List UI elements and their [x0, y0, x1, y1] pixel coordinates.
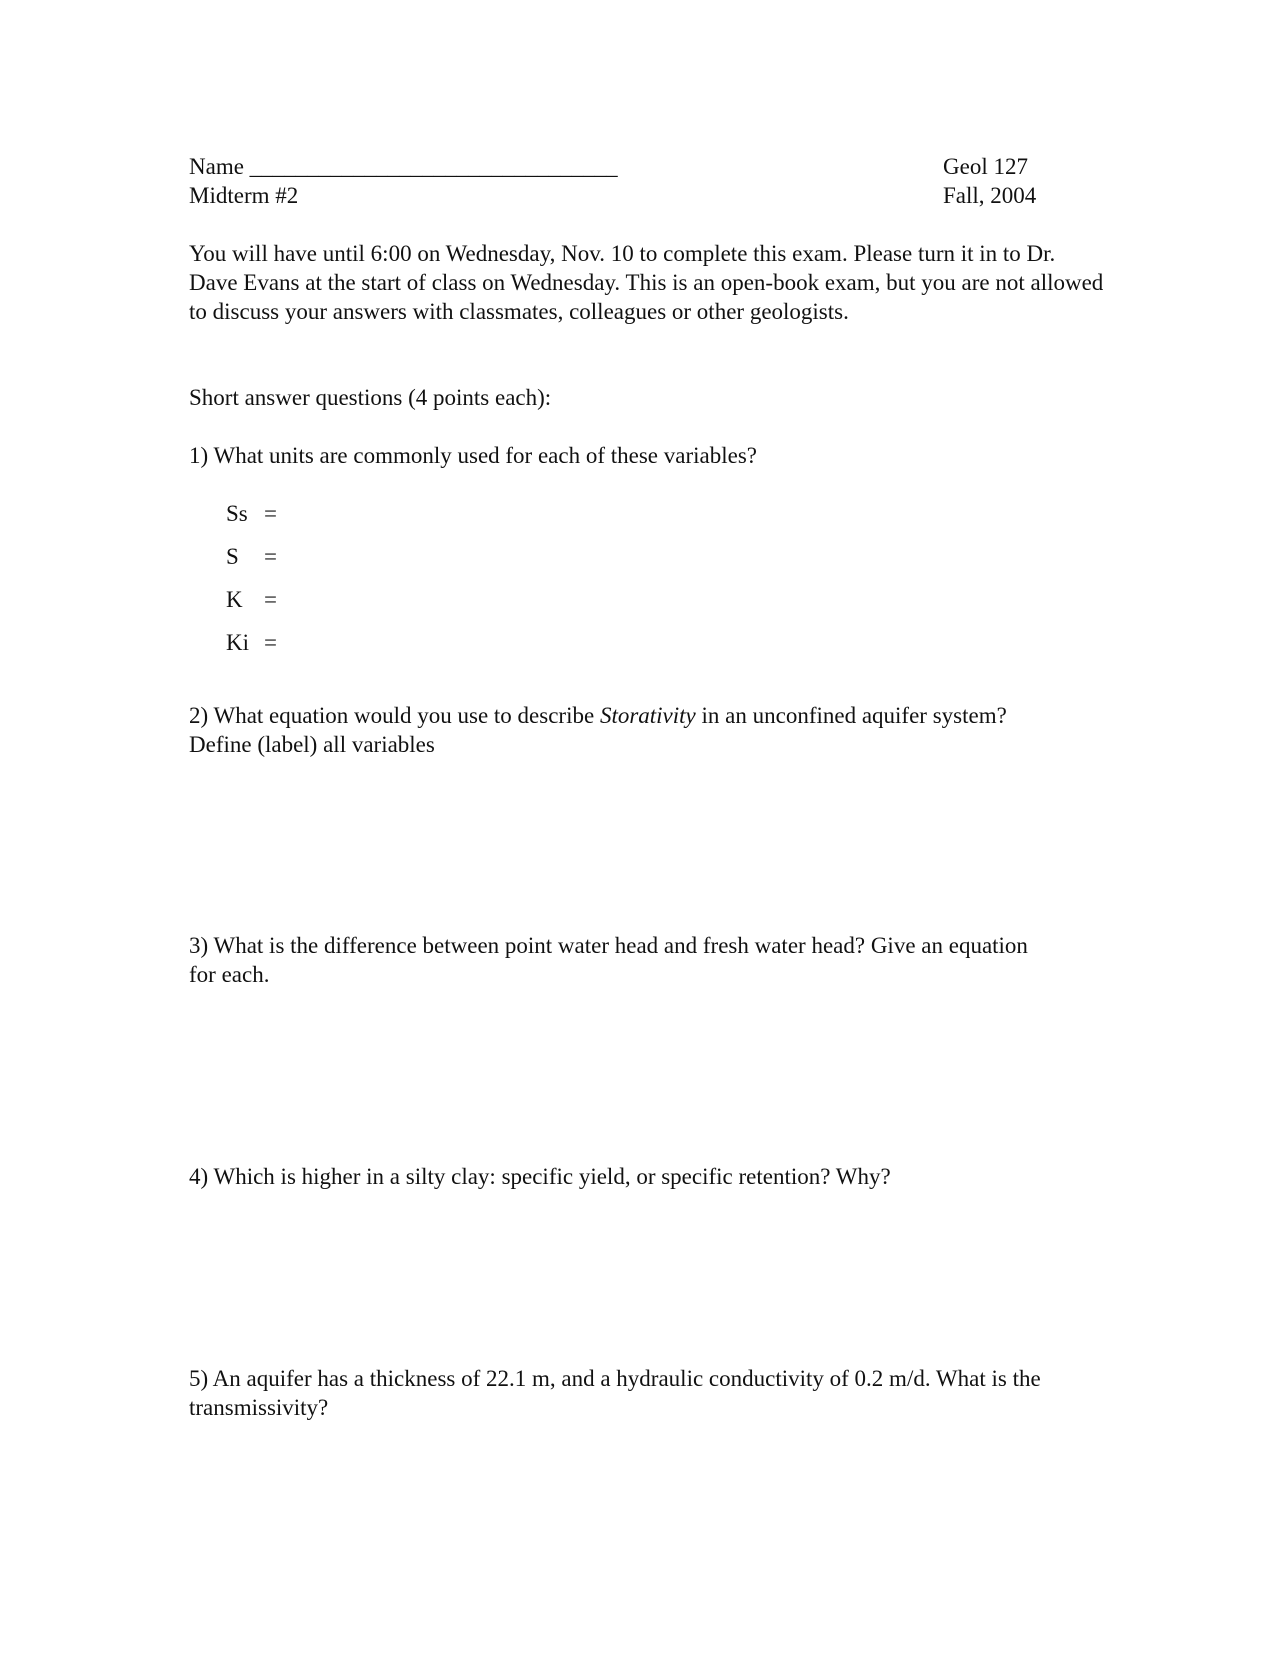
name-line	[189, 152, 618, 181]
variable-symbol: Ss	[226, 501, 248, 526]
question-4: 4) Which is higher in a silty clay: specific yield, or specific retention? Why?	[189, 1164, 891, 1189]
question-3: 3) What is the difference between point water head and fresh water head? Give an equation for each.	[189, 933, 1028, 987]
variable-row	[226, 585, 277, 614]
question-2-line-2: Define (label) all variables	[189, 732, 435, 757]
variable-symbol: Ki	[226, 630, 249, 655]
variable-row	[226, 542, 277, 571]
question-1: 1) What units are commonly used for each of these variables?	[189, 443, 757, 468]
course-code: Geol 127	[943, 154, 1028, 179]
question-2-emphasis: Storativity	[599, 703, 696, 728]
variable-row	[226, 499, 277, 528]
variable-symbol: S	[226, 544, 239, 569]
question-2-prefix: 2) What equation would you use to describe	[189, 703, 600, 728]
variable-equals: =	[264, 587, 277, 612]
term: Fall, 2004	[943, 183, 1037, 208]
section-heading: Short answer questions (4 points each):	[189, 385, 552, 410]
question-5: 5) An aquifer has a thickness of 22.1 m, and a hydraulic conductivity of 0.2 m/d. What is the transmissivity?	[189, 1366, 1041, 1420]
question-2	[189, 701, 1007, 730]
exam-title: Midterm #2	[189, 183, 299, 208]
variable-symbol: K	[226, 587, 243, 612]
variable-equals: =	[264, 501, 277, 526]
name-label: Name	[189, 154, 244, 179]
variable-equals: =	[264, 544, 277, 569]
instructions: You will have until 6:00 on Wednesday, Nov. 10 to complete this exam. Please turn it in to Dr. Dave Evans at the start of class on Wednesday. This is an open-book exam, but you are not allowed to discuss your answers with classmates, colleagues or other geologists.	[189, 241, 1104, 324]
question-2-suffix: in an unconfined aquifer system?	[695, 703, 1007, 728]
name-blank: ________________________________	[249, 154, 618, 179]
variable-row	[226, 628, 277, 657]
variable-equals: =	[264, 630, 277, 655]
